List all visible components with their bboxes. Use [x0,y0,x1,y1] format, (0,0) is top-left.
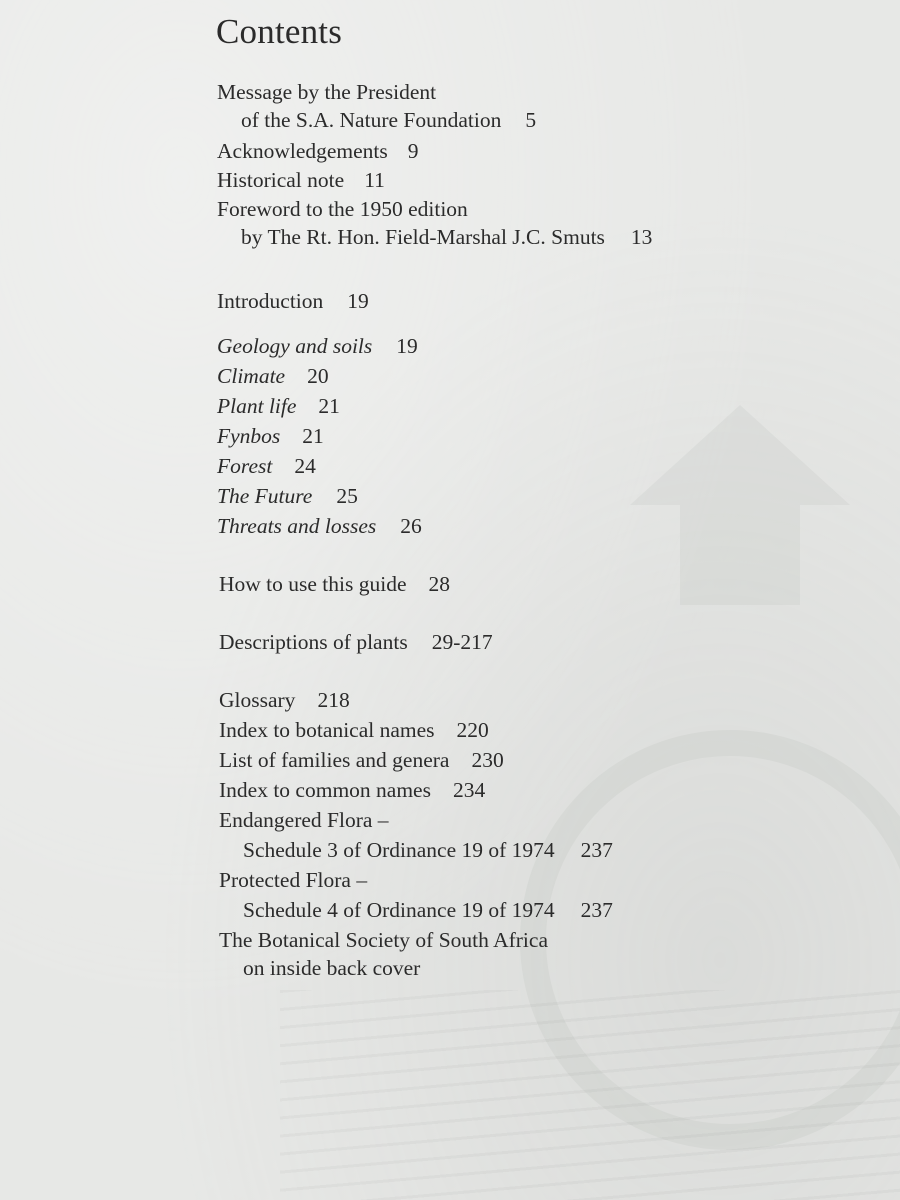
entry-label: Foreword to the 1950 edition [217,197,468,221]
page-number: 13 [630,225,653,249]
entry-label: Message by the President [217,80,437,104]
entry-label: The Botanical Society of South Africa [219,928,548,952]
entry-label: The Future [217,484,313,508]
toc-entry-protected-flora [219,866,613,924]
entry-label: Index to botanical names [219,718,435,742]
page-number: 29-217 [431,630,493,654]
entry-label-continued: Schedule 3 of Ordinance 19 of 1974 [243,838,555,862]
page-number: 21 [302,424,324,448]
toc-entry-foreword [217,195,652,251]
entry-label: Introduction [217,289,324,313]
entry-label: Forest [217,454,273,478]
entry-label: How to use this guide [219,572,407,596]
entry-label: Climate [217,364,286,388]
toc-entry-plant-life [217,392,340,420]
page-number: 21 [318,394,340,418]
page-number: 19 [396,334,418,358]
toc-entry-families-and-genera [219,746,504,774]
toc-entry-geology-and-soils [217,332,418,360]
page-number: 220 [456,718,489,742]
page-number: 11 [364,168,385,192]
page-number: 5 [525,108,537,132]
entry-label: Threats and losses [217,514,377,538]
page-number: 9 [407,139,419,163]
entry-label-continued: by The Rt. Hon. Field-Marshal J.C. Smuts [241,225,605,249]
page-number: 234 [452,778,486,802]
entry-label: Protected Flora – [219,868,368,892]
toc-entry-botanical-society [219,926,548,982]
page-number: 218 [317,688,350,712]
toc-entry-descriptions-of-plants [219,628,493,656]
page-number: 237 [580,838,613,862]
entry-label: Acknowledgements [217,139,388,163]
entry-label: Glossary [219,688,296,712]
page-number: 19 [347,289,369,313]
page-number: 26 [400,514,422,538]
toc-entry-acknowledgements [217,137,419,165]
entry-label-continued: on inside back cover [243,956,421,980]
toc-entry-endangered-flora [219,806,613,864]
toc-entry-climate [217,362,329,390]
toc-entry-glossary [219,686,350,714]
toc-entry-index-common-names [219,776,485,804]
page-number: 237 [580,898,613,922]
page-number: 25 [336,484,358,508]
page-number: 24 [294,454,316,478]
entry-label-continued: Schedule 4 of Ordinance 19 of 1974 [243,898,555,922]
toc-entry-historical-note [217,166,385,194]
entry-label: Index to common names [219,778,431,802]
entry-label: Fynbos [217,424,281,448]
toc-entry-how-to-use [219,570,450,598]
toc-entry-forest [217,452,316,480]
toc-entry-introduction [217,287,369,315]
page-number: 28 [428,572,451,596]
entry-label: Historical note [217,168,345,192]
entry-label-continued: of the S.A. Nature Foundation [241,108,502,132]
page-title: Contents [216,12,343,51]
entry-label: Endangered Flora – [219,808,389,832]
entry-label: Plant life [217,394,297,418]
toc-entry-the-future [217,482,358,510]
entry-label: Geology and soils [217,334,373,358]
entry-label: Descriptions of plants [219,630,408,654]
toc-entry-threats-and-losses [217,512,422,540]
toc-entry-president-message [217,78,536,134]
toc-entry-fynbos [217,422,324,450]
toc-entry-index-botanical-names [219,716,489,744]
page-number: 20 [307,364,329,388]
page-number: 230 [471,748,504,772]
entry-label: List of families and genera [219,748,450,772]
